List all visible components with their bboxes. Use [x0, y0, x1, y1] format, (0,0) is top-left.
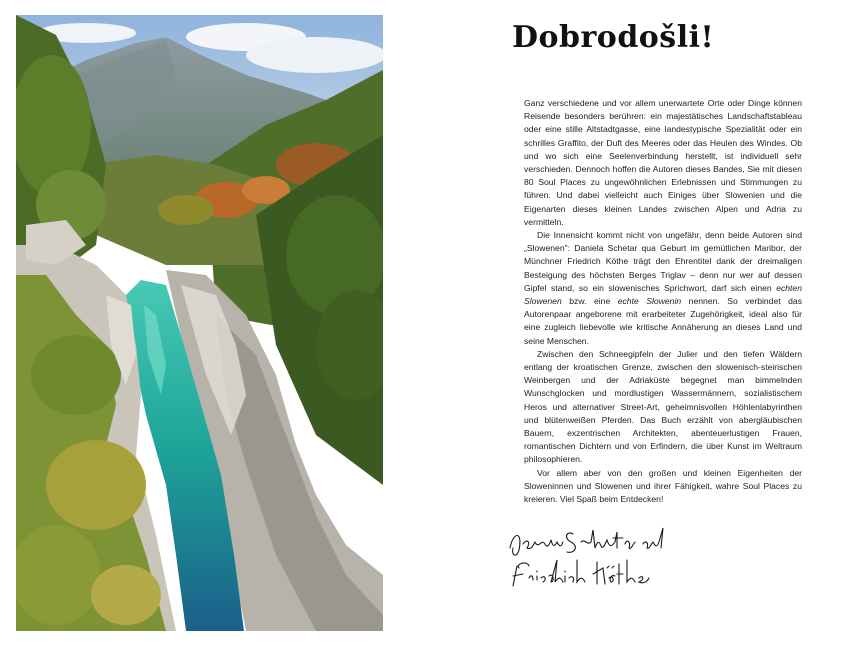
shrub [31, 335, 121, 415]
signature-drawing [505, 520, 675, 590]
cloud [246, 37, 383, 73]
paragraph: Vor allem aber von den großen und kleinen Eigenheiten der Sloweninnen und Slowenen und ihrer Fähigkeit, wahre Soul Places zu kreieren. Viel Spaß beim Entdecken! [524, 467, 802, 505]
author-signature [505, 520, 675, 590]
paragraph: Zwischen den Schneegipfeln der Julier und den tiefen Wäldern entlang der kroatischen Grenze, zwischen den slowenisch-steirischen Weinbergen und der Adriaküste begegnet man bimmelnden Wunschglocken und mordlustigen Wassermännern, sozialistischem Heros und alternativer Street-Art, geheimnisvollen Höhlenlabyrinthen und blütenweißen Pferden. Das Buch erzählt von abergläubischen Bauern, exzentrischen Architekten, abenteuerlustigen Frauen, romantischen Dichtern und von Erfindern, die über Kunst im Weltraum philosophieren. [524, 348, 802, 465]
paragraph: Die Innensicht kommt nicht von ungefähr, denn beide Autoren sind „Slowenen": Daniela Schetar qua Geburt im gemütlichen Maribor, der Münchner Friedrich Köthe trägt den Ehrentitel dank der dreimaligen Besteigung des höchsten Berges Triglav – denn nur wer auf dessen Gipfel stand, so ein slowenisches Sprichwort, darf sich einen echten Slowenen bzw. eine echte Slowenin nennen. So verbindet das Autorenpaar angeborene mit erarbeiteter Zugehörigkeit, ideal also für eine zugleich liebevolle wie kritische Annäherung an dieses Land und seine Menschen. [524, 230, 802, 346]
shrub [91, 565, 161, 625]
paragraph: Ganz verschiedene und vor allem unerwartete Orte oder Dinge können Reisende besonders berühren: ein majestätisches Landschaftstableau oder eine stille Altstadtgasse, eine landestypische Spezialität oder ein schrilles Graffito, der Duft des Meeres oder das Heulen des Windes. Ob und wo sich eine Seelenverbindung herstellt, ist individuell sehr verschieden. Dennoch hoffen die Autoren dieses Bandes, Sie mit diesen 80 Soul Places zu ungewöhnlichen Erlebnissen und Stimmungen zu führen. Und dabei vielleicht auch Einiges über Slowenien und die Eigenarten dieses kleinen Landes zwischen Alpen und Adria zu vermitteln. [524, 98, 802, 227]
emphasis: echte Slowenin [617, 296, 682, 307]
autumn-tree [158, 195, 214, 225]
shrub [46, 440, 146, 530]
river-gorge-photo [16, 15, 383, 631]
emphasis: echten Slowenen [524, 282, 802, 307]
page-title: Dobrodošli! [512, 20, 715, 55]
intro-text [524, 97, 802, 506]
landscape-illustration [16, 15, 383, 631]
